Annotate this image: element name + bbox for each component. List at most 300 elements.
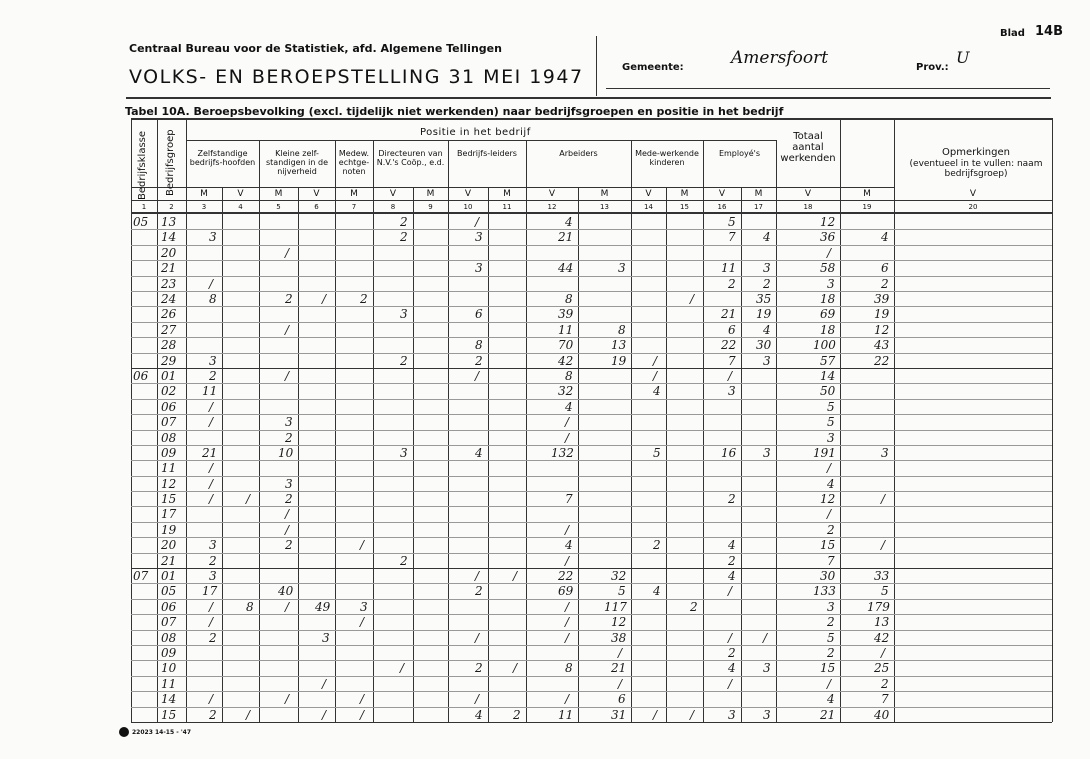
- value-cell: 2: [209, 707, 217, 722]
- value-cell: 30: [756, 338, 772, 353]
- value-cell: 2: [285, 430, 293, 445]
- groep-cell: 08: [161, 430, 177, 445]
- value-cell: 58: [820, 261, 836, 276]
- value-cell: 3: [827, 599, 835, 614]
- value-cell: 7: [881, 692, 889, 707]
- row-rule: [131, 368, 1052, 369]
- value-cell: 22: [558, 569, 574, 584]
- mv-label: V: [969, 189, 977, 199]
- col-line-17: [776, 140, 777, 722]
- col-line-14: [666, 187, 667, 722]
- value-cell: 3: [285, 415, 293, 430]
- column-number: 6: [314, 203, 319, 211]
- value-cell: 8: [209, 291, 217, 306]
- opmerkingen-subtitle: (eventueel in te vullen: naam bedrijfsgroep): [909, 158, 1043, 179]
- value-cell: /: [618, 646, 623, 661]
- table-caption: Tabel 10A. Beroepsbevolking (excl. tijdelijk niet werkenden) naar bedrijfsgroepen en positie in het bedrijf: [125, 105, 784, 118]
- groep-cell: 14: [161, 692, 177, 707]
- value-cell: 4: [881, 230, 889, 245]
- group-header-9: Totaal aantal werkenden: [780, 131, 836, 164]
- value-cell: 15: [820, 538, 836, 553]
- form-title: VOLKS- EN BEROEPSTELLING 31 MEI 1947: [129, 66, 584, 88]
- row-rule: [131, 322, 1052, 323]
- value-cell: 2: [209, 553, 217, 568]
- value-cell: /: [565, 692, 570, 707]
- value-cell: /: [360, 707, 365, 722]
- mv-label: M: [350, 189, 358, 199]
- value-cell: 2: [400, 553, 408, 568]
- value-cell: 3: [400, 307, 408, 322]
- value-cell: 4: [728, 538, 736, 553]
- value-cell: /: [285, 599, 290, 614]
- blad-label: Blad: [1000, 28, 1025, 39]
- rule-num: [131, 200, 1052, 201]
- mv-label: M: [600, 189, 609, 199]
- value-cell: 191: [813, 445, 836, 460]
- row-rule: [131, 583, 1052, 584]
- mv-label: M: [503, 189, 511, 199]
- group-header-1: Zelfstandige bedrijfs-hoofden: [189, 149, 256, 167]
- value-cell: 2: [513, 707, 521, 722]
- value-cell: /: [400, 661, 405, 676]
- value-cell: 13: [874, 615, 890, 630]
- value-cell: /: [360, 538, 365, 553]
- row-rule: [131, 430, 1052, 431]
- groep-cell: 21: [161, 261, 177, 276]
- value-cell: 3: [827, 276, 835, 291]
- groep-cell: 17: [161, 507, 177, 522]
- value-cell: 2: [881, 276, 889, 291]
- row-rule: [131, 291, 1052, 292]
- value-cell: 8: [246, 599, 254, 614]
- value-cell: 5: [827, 399, 835, 414]
- value-cell: 36: [820, 230, 836, 245]
- mv-label: M: [680, 189, 689, 199]
- row-rule: [131, 399, 1052, 400]
- value-cell: 17: [202, 584, 218, 599]
- value-cell: 18: [820, 322, 836, 337]
- row-rule: [131, 491, 1052, 492]
- row-rule: [131, 707, 1052, 708]
- value-cell: 4: [827, 692, 835, 707]
- rule-under-gemeente: [606, 88, 1050, 89]
- value-cell: 49: [315, 599, 331, 614]
- groep-cell: 01: [161, 368, 177, 383]
- rule-top: [126, 97, 1051, 99]
- value-cell: 2: [285, 538, 293, 553]
- value-cell: /: [360, 615, 365, 630]
- row-rule: [131, 553, 1052, 554]
- value-cell: 2: [285, 291, 293, 306]
- value-cell: 16: [721, 445, 737, 460]
- value-cell: 19: [611, 353, 627, 368]
- value-cell: 3: [763, 353, 771, 368]
- value-cell: 22: [874, 353, 890, 368]
- col-line-15: [703, 140, 704, 722]
- value-cell: 21: [721, 307, 737, 322]
- value-cell: /: [209, 461, 214, 476]
- value-cell: /: [475, 692, 480, 707]
- column-number: 3: [201, 203, 207, 211]
- value-cell: 4: [565, 399, 573, 414]
- value-cell: 4: [565, 538, 573, 553]
- col-line-6: [335, 140, 336, 722]
- value-cell: 11: [721, 261, 737, 276]
- row-rule: [131, 630, 1052, 631]
- mv-label: V: [389, 189, 397, 199]
- row-rule: [131, 676, 1052, 677]
- value-cell: 35: [756, 291, 772, 306]
- group-header-6: Arbeiders: [559, 149, 598, 158]
- positie-heading: Positie in het bedrijf: [420, 127, 531, 138]
- value-cell: /: [285, 522, 290, 537]
- value-cell: 2: [690, 599, 698, 614]
- value-cell: /: [285, 368, 290, 383]
- groep-cell: 10: [161, 661, 177, 676]
- value-cell: /: [728, 630, 733, 645]
- value-cell: 21: [202, 445, 218, 460]
- col-line-3: [222, 187, 223, 722]
- value-cell: 7: [728, 353, 736, 368]
- row-rule: [131, 306, 1052, 307]
- value-cell: 3: [360, 599, 368, 614]
- value-cell: 15: [820, 661, 836, 676]
- footer-print-code: 22023 14-15 - '47: [132, 729, 192, 736]
- value-cell: 32: [611, 569, 627, 584]
- groep-cell: 09: [161, 646, 177, 661]
- groep-cell: 14: [161, 230, 177, 245]
- value-cell: 3: [881, 445, 889, 460]
- value-cell: 5: [827, 630, 835, 645]
- value-cell: /: [322, 707, 327, 722]
- value-cell: /: [246, 492, 251, 507]
- value-cell: 11: [558, 322, 574, 337]
- value-cell: 19: [874, 307, 890, 322]
- value-cell: 3: [827, 430, 835, 445]
- value-cell: 3: [763, 445, 771, 460]
- column-number: 2: [169, 203, 174, 211]
- value-cell: 30: [820, 569, 836, 584]
- value-cell: /: [565, 430, 570, 445]
- printer-logo-icon: [119, 727, 129, 737]
- col-line-19: [894, 118, 895, 722]
- column-number: 1: [141, 203, 147, 211]
- groep-cell: 27: [161, 322, 177, 337]
- value-cell: 2: [400, 353, 408, 368]
- value-cell: /: [565, 630, 570, 645]
- value-cell: 2: [400, 215, 408, 229]
- value-cell: 7: [728, 230, 736, 245]
- value-cell: /: [285, 322, 290, 337]
- value-cell: /: [881, 538, 886, 553]
- value-cell: /: [246, 707, 251, 722]
- value-cell: /: [209, 492, 214, 507]
- value-cell: 13: [611, 338, 627, 353]
- value-cell: 5: [881, 584, 889, 599]
- value-cell: 11: [202, 384, 218, 399]
- group-header-4: Directeuren van N.V.'s Coöp., e.d.: [376, 149, 445, 167]
- gemeente-label: Gemeente:: [622, 62, 684, 73]
- value-cell: 69: [820, 307, 836, 322]
- value-cell: 132: [551, 445, 574, 460]
- group-header-3: Medew. echtge-noten: [338, 149, 370, 176]
- value-cell: 25: [874, 661, 890, 676]
- col-line-8: [413, 187, 414, 722]
- mv-label: M: [863, 189, 871, 199]
- value-cell: 2: [209, 630, 217, 645]
- value-cell: 4: [565, 215, 573, 229]
- value-cell: 4: [728, 661, 736, 676]
- col-line-12: [578, 187, 579, 722]
- value-cell: 6: [475, 307, 483, 322]
- value-cell: /: [322, 291, 327, 306]
- value-cell: 44: [558, 261, 574, 276]
- col-line-10: [488, 187, 489, 722]
- value-cell: 39: [558, 307, 574, 322]
- value-cell: 19: [756, 307, 772, 322]
- group-header-2: Kleine zelf-standigen in de nijverheid: [265, 149, 329, 176]
- value-cell: 3: [763, 661, 771, 676]
- value-cell: 6: [618, 692, 626, 707]
- column-number: 11: [502, 203, 512, 211]
- value-cell: 3: [728, 384, 736, 399]
- mv-label: V: [718, 189, 726, 199]
- value-cell: /: [881, 492, 886, 507]
- value-cell: 14: [820, 368, 836, 383]
- value-cell: 3: [209, 353, 217, 368]
- column-number: 18: [803, 203, 813, 211]
- column-number: 16: [717, 203, 727, 211]
- value-cell: /: [728, 676, 733, 691]
- mv-label: V: [464, 189, 472, 199]
- value-cell: 117: [604, 599, 627, 614]
- mv-label: M: [274, 189, 283, 199]
- groep-cell: 13: [161, 215, 177, 229]
- klasse-cell: 07: [133, 569, 149, 584]
- value-cell: /: [565, 522, 570, 537]
- mv-label: M: [754, 189, 763, 199]
- column-number: 14: [644, 203, 653, 211]
- value-cell: 4: [475, 707, 483, 722]
- value-cell: /: [209, 615, 214, 630]
- groep-cell: 23: [161, 276, 177, 291]
- col-line-11: [526, 140, 527, 722]
- value-cell: /: [653, 353, 658, 368]
- value-cell: 3: [475, 261, 483, 276]
- groep-cell: 20: [161, 538, 177, 553]
- value-cell: 2: [475, 661, 483, 676]
- groep-cell: 06: [161, 599, 177, 614]
- groep-cell: 09: [161, 445, 177, 460]
- mv-label: V: [237, 189, 244, 199]
- mv-label: M: [200, 189, 208, 199]
- mv-label: V: [548, 189, 556, 199]
- mv-label: V: [645, 189, 652, 199]
- value-cell: 22: [721, 338, 737, 353]
- row-rule: [131, 383, 1052, 384]
- value-cell: 5: [653, 445, 661, 460]
- value-cell: /: [690, 707, 695, 722]
- value-cell: 3: [400, 445, 408, 460]
- row-rule: [131, 460, 1052, 461]
- column-number: 17: [754, 203, 763, 211]
- group-header-8: Employé's: [718, 149, 761, 158]
- col-line-9: [448, 140, 449, 722]
- prov-value: U: [956, 48, 970, 67]
- value-cell: 57: [820, 353, 836, 368]
- value-cell: 8: [565, 368, 573, 383]
- groep-cell: 06: [161, 399, 177, 414]
- row-rule: [131, 537, 1052, 538]
- row-rule: [131, 229, 1052, 230]
- value-cell: 2: [360, 291, 368, 306]
- value-cell: 4: [827, 476, 835, 491]
- value-cell: 8: [565, 661, 573, 676]
- value-cell: 12: [874, 322, 890, 337]
- value-cell: 7: [565, 492, 573, 507]
- value-cell: 8: [475, 338, 483, 353]
- value-cell: /: [209, 276, 214, 291]
- opmerkingen-title: Opmerkingen: [942, 147, 1010, 158]
- value-cell: 69: [558, 584, 574, 599]
- value-cell: 2: [475, 353, 483, 368]
- row-rule: [131, 599, 1052, 600]
- groep-cell: 21: [161, 553, 177, 568]
- value-cell: 3: [209, 569, 217, 584]
- row-rule: [131, 660, 1052, 661]
- blad-number: 14B: [1035, 24, 1063, 39]
- groep-cell: 15: [161, 707, 177, 722]
- value-cell: 3: [209, 538, 217, 553]
- value-cell: /: [827, 245, 832, 260]
- value-cell: 2: [285, 492, 293, 507]
- groep-cell: 24: [161, 291, 177, 306]
- value-cell: /: [565, 599, 570, 614]
- value-cell: /: [322, 676, 327, 691]
- groep-cell: 15: [161, 492, 177, 507]
- value-cell: 4: [728, 569, 736, 584]
- column-number: 10: [463, 203, 473, 211]
- groep-cell: 12: [161, 476, 177, 491]
- value-cell: 4: [653, 384, 661, 399]
- prov-label: Prov.:: [916, 62, 949, 73]
- mv-label: V: [804, 189, 812, 199]
- value-cell: /: [209, 399, 214, 414]
- rule-mv: [131, 187, 894, 188]
- col-line-4: [259, 140, 260, 722]
- mv-label: V: [313, 189, 320, 199]
- bedrijfsgroep-header: Bedrijfsgroep: [165, 129, 176, 196]
- groep-cell: 07: [161, 615, 177, 630]
- row-rule: [131, 645, 1052, 646]
- value-cell: 6: [728, 322, 736, 337]
- value-cell: 2: [209, 368, 217, 383]
- value-cell: /: [565, 553, 570, 568]
- value-cell: 42: [874, 630, 890, 645]
- groep-cell: 28: [161, 338, 177, 353]
- col-line-5: [298, 187, 299, 722]
- value-cell: 4: [475, 445, 483, 460]
- value-cell: 5: [827, 415, 835, 430]
- value-cell: 2: [728, 646, 736, 661]
- value-cell: 3: [209, 230, 217, 245]
- value-cell: 4: [763, 230, 771, 245]
- value-cell: /: [565, 615, 570, 630]
- value-cell: 7: [827, 553, 835, 568]
- value-cell: 2: [763, 276, 771, 291]
- value-cell: 2: [827, 522, 835, 537]
- column-number: 15: [680, 203, 689, 211]
- value-cell: /: [763, 630, 768, 645]
- row-rule: [131, 353, 1052, 354]
- value-cell: 4: [653, 584, 661, 599]
- value-cell: 2: [475, 584, 483, 599]
- value-cell: /: [209, 692, 214, 707]
- value-cell: 6: [881, 261, 889, 276]
- value-cell: 2: [827, 646, 835, 661]
- value-cell: 32: [558, 384, 574, 399]
- col-line-18: [840, 118, 841, 722]
- organization-name: Centraal Bureau voor de Statistiek, afd. Algemene Tellingen: [129, 42, 502, 55]
- value-cell: 2: [881, 676, 889, 691]
- row-rule: [131, 522, 1052, 523]
- column-number: 12: [547, 203, 557, 211]
- value-cell: 38: [611, 630, 627, 645]
- rule-table-top: [131, 118, 1052, 120]
- value-cell: 5: [618, 584, 626, 599]
- value-cell: 100: [813, 338, 836, 353]
- groep-cell: 02: [161, 384, 177, 399]
- value-cell: 3: [322, 630, 330, 645]
- group-header-7: Mede-werkende kinderen: [635, 149, 699, 167]
- column-number: 19: [862, 203, 872, 211]
- groep-cell: 26: [161, 307, 177, 322]
- col-line-13: [631, 140, 632, 722]
- mv-label: M: [426, 189, 435, 199]
- value-cell: 18: [820, 291, 836, 306]
- groep-cell: 20: [161, 245, 177, 260]
- value-cell: 3: [728, 707, 736, 722]
- value-cell: /: [827, 461, 832, 476]
- opmerkingen-heading: [900, 147, 1052, 179]
- value-cell: /: [285, 692, 290, 707]
- groep-cell: 11: [161, 676, 177, 691]
- value-cell: /: [653, 368, 658, 383]
- row-rule: [131, 691, 1052, 692]
- rule-positie: [186, 140, 776, 141]
- value-cell: 21: [820, 707, 836, 722]
- value-cell: 10: [278, 445, 294, 460]
- value-cell: 3: [618, 261, 626, 276]
- row-rule: [131, 445, 1052, 446]
- value-cell: /: [827, 676, 832, 691]
- row-rule: [131, 276, 1052, 277]
- value-cell: /: [285, 245, 290, 260]
- gemeente-value: Amersfoort: [731, 48, 829, 68]
- column-number: 9: [428, 203, 433, 211]
- value-cell: /: [285, 507, 290, 522]
- value-cell: 3: [763, 261, 771, 276]
- col-line-20: [1052, 118, 1053, 722]
- groep-cell: 01: [161, 569, 177, 584]
- column-number: 7: [351, 203, 357, 211]
- value-cell: 40: [278, 584, 294, 599]
- value-cell: /: [690, 291, 695, 306]
- value-cell: /: [653, 707, 658, 722]
- value-cell: 3: [763, 707, 771, 722]
- col-line-16: [741, 187, 742, 722]
- rule-bottom: [131, 722, 1052, 723]
